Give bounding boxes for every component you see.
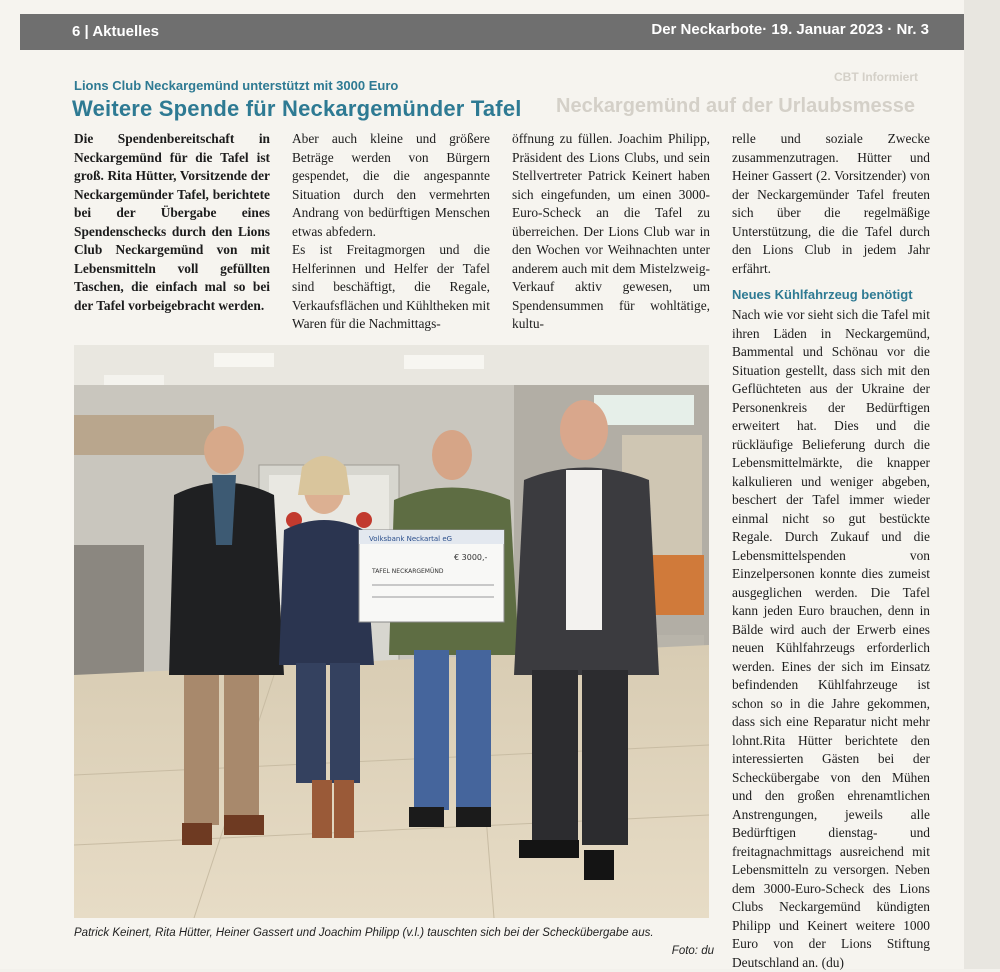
publication-info: Der Neckarbote· 19. Januar 2023 · Nr. 3	[651, 21, 929, 38]
page-section-label: 6 | Aktuelles	[72, 23, 160, 40]
article-column-2	[292, 130, 490, 334]
article-kicker: Lions Club Neckargemünd unterstützt mit 3000 Euro	[74, 78, 399, 93]
bleed-through-text-1: CBT Informiert	[834, 70, 918, 84]
article-column-3	[512, 130, 710, 334]
photo-credit: Foto: du	[671, 945, 714, 957]
article-column-4	[732, 130, 930, 972]
body-paragraph: Es ist Freitagmorgen und die Helferinnen und Helfer der Tafel sind beschäftigt, die Regale, Verkaufsflächen und Kühltheken mit Waren für die Nachmittags-	[292, 242, 490, 331]
body-paragraph: Nach wie vor sieht sich die Tafel mit ihren Läden in Neckargemünd, Bammental und Schönau vor die Situation gestellt, dass sich mit den Geflüchteten aus der Ukraine der Personenkreis der Bedürftigen erweitert hat. Dies und die rückläufige Belieferung durch die Lebensmittelmärkte, die knapper kalkulieren und weniger abgeben, beschert der Tafel immer wieder einmal nicht so gut bestückte Regale. Durch Zukauf und die Lebensmittelspenden von Einzelpersonen konnte dies zumeist ausgeglichen werden. Die Tafel kann jeden Euro brauchen, denn in Bälde wird auch der Erwerb eines neuen Kühlfahrzeugs erforderlich werden. Eines der sich im Einsatz befindenden Kühlfahrzeuge ist schon so in die Jahre gekommen, dass sich eine Reparatur nicht mehr lohnt.Rita Hütter berichtete den interessierten Gästen bei der Scheckübergabe von den Mühen und den großen ehrenamtlichen Anstrengungen, jeweils alle Bedürftigen dienstag- und freitagnachmittags ausreichend mit Lebensmitteln zu versorgen. Neben dem 3000-Euro-Scheck des Lions Clubs Neckargemünd kündigten Philipp und Keinert weitere 1000 Euro von der Lions Stiftung Deutschland an. (du)	[732, 307, 930, 970]
scan-edge	[964, 0, 1000, 969]
lead-paragraph: Die Spendenbereitschaft in Neckargemünd für die Tafel ist groß. Rita Hütter, Vorsitzende der Neckargemünder Tafel, berichtete bei der Übergabe eines Spendenschecks durch den Lions Club Neckargemünd von mit Lebensmitteln voll gefüllten Taschen, die einfach mal so bei der Tafel vorbeigebracht werden.	[74, 131, 270, 313]
body-paragraph: Aber auch kleine und größere Beträge werden von Bürgern gespendet, die die angespannte Situation durch den vermehrten Andrang von bedürftigen Menschen etwas abfedern.	[292, 131, 490, 239]
section-subheading: Neues Kühlfahrzeug benötigt	[732, 287, 913, 302]
body-paragraph: relle und soziale Zwecke zusammenzutragen. Hütter und Heiner Gassert (2. Vorsitzender) von der Neckargemünder Tafel freuten sich über die regelmäßige Unterstützung, die die Tafel durch den Lions Club in jedem Jahr erfährt.	[732, 131, 930, 276]
caption-text: Patrick Keinert, Rita Hütter, Heiner Gassert und Joachim Philipp (v.l.) tauschten sich bei der Scheckübergabe aus.	[74, 927, 654, 939]
check-bank-name: Volksbank Neckartal eG	[369, 535, 453, 543]
check-payee: TAFEL NECKARGEMÜND	[372, 568, 444, 575]
page-header-bar	[20, 14, 965, 50]
check-amount: € 3000,-	[454, 553, 488, 562]
article-photo	[74, 345, 709, 918]
bleed-through-text-2: Neckargemünd auf der Urlaubsmesse	[556, 95, 916, 117]
article-column-1	[74, 130, 270, 315]
body-paragraph: öffnung zu füllen. Joachim Philipp, Präsident des Lions Clubs, und sein Stellvertreter Patrick Keinert haben sich eingefunden, um einen 3000-Euro-Scheck an die Tafel zu überreichen. Der Lions Club war in den Wochen vor Weihnachten unter anderem auch mit dem Mistelzweig-Verkauf aktiv gewesen, um Spendensummen für wohltätige, kultu-	[512, 131, 710, 331]
photo-caption	[74, 924, 714, 960]
article-headline: Weitere Spende für Neckargemünder Tafel	[72, 96, 522, 121]
photo-illustration	[74, 345, 709, 918]
